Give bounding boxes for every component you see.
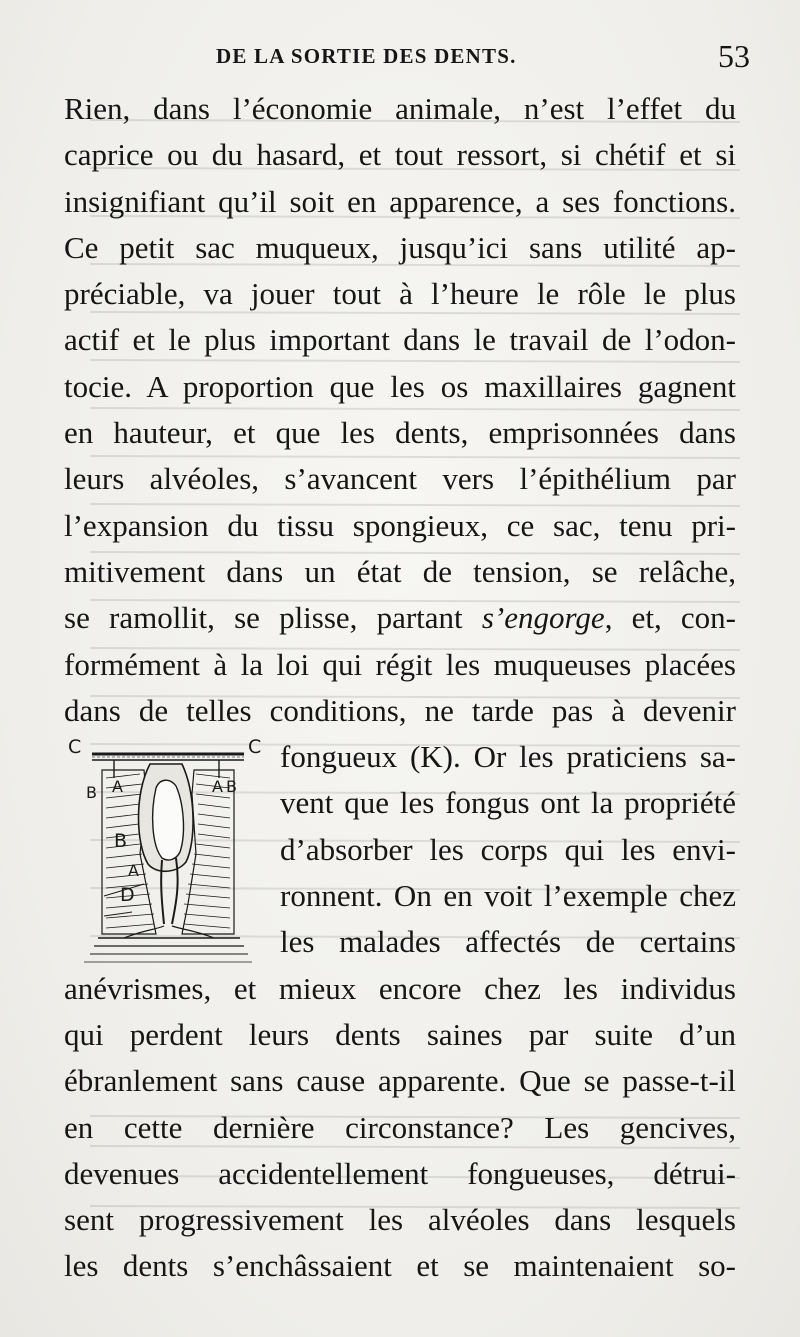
text-line: anévrismes, et mieux encore chez les individus <box>64 970 736 1006</box>
text-line: actif et le plus important dans le travail de l’odon- <box>64 322 736 358</box>
figure-label-b-right: B <box>226 777 237 797</box>
text-line: sent progressivement les alvéoles dans lesquels <box>64 1202 736 1238</box>
text-line-beside-figure: vent que les fongus ont la propriété <box>280 785 736 821</box>
text-line: qui perdent leurs dents saines par suite d’un <box>64 1016 736 1052</box>
text-line: les dents s’enchâssaient et se maintenaient so- <box>64 1248 736 1284</box>
figure-label-a-right: A <box>212 777 223 797</box>
figure-label-b-mid: B <box>114 830 128 853</box>
text-line: Ce petit sac muqueux, jusqu’ici sans utilité ap- <box>64 229 736 265</box>
text-line-with-italic <box>64 595 736 641</box>
text-line: l’expansion du tissu spongieux, ce sac, tenu pri- <box>64 507 736 543</box>
text-line: formément à la loi qui régit les muqueuses placées <box>64 646 736 682</box>
figure-label-c-right: C <box>248 736 262 759</box>
body-text <box>64 86 736 1290</box>
figure-label-c-left: C <box>68 736 82 759</box>
text-segment: se ramollit, se plisse, partant <box>64 600 463 636</box>
text-line: tocie. A proportion que les os maxillaires gagnent <box>64 368 736 404</box>
text-line-beside-figure: d’absorber les corps qui les envi- <box>280 831 736 867</box>
text-line: insignifiant qu’il soit en apparence, a ses fonctions. <box>64 183 736 219</box>
figure-label-a-left: A <box>112 777 123 797</box>
text-line: mitivement dans un état de tension, se relâche, <box>64 553 736 589</box>
text-line: caprice ou du hasard, et tout ressort, si chétif et si <box>64 137 736 173</box>
text-segment: , et, con- <box>604 600 736 636</box>
figure-label-b-left: B <box>86 783 97 803</box>
text-line: préciable, va jouer tout à l’heure le rôle le plus <box>64 276 736 312</box>
text-line-beside-figure: ronnent. On en voit l’exemple chez <box>280 878 736 914</box>
text-line: en hauteur, et que les dents, emprisonnées dans <box>64 415 736 451</box>
italic-word: s’engorge <box>481 600 605 636</box>
running-header <box>0 38 800 82</box>
text-line: devenues accidentellement fongueuses, détrui- <box>64 1155 736 1191</box>
page-number: 53 <box>718 38 750 74</box>
text-line: leurs alvéoles, s’avancent vers l’épithélium par <box>64 461 736 497</box>
text-line: Rien, dans l’économie animale, n’est l’effet du <box>64 91 736 126</box>
text-line: en cette dernière circonstance? Les gencives, <box>64 1109 736 1145</box>
figure-label-a-mid: A <box>128 861 139 881</box>
text-line: ébranlement sans cause apparente. Que se passe-t-il <box>64 1063 736 1099</box>
figure-label-d: D <box>120 884 135 907</box>
running-title: DE LA SORTIE DES DENTS. <box>216 44 517 68</box>
text-line: dans de telles conditions, ne tarde pas à devenir <box>64 692 736 728</box>
text-line-beside-figure: fongueux (K). Or les praticiens sa- <box>280 739 736 775</box>
text-line-beside-figure: les malades affectés de certains <box>280 924 736 960</box>
